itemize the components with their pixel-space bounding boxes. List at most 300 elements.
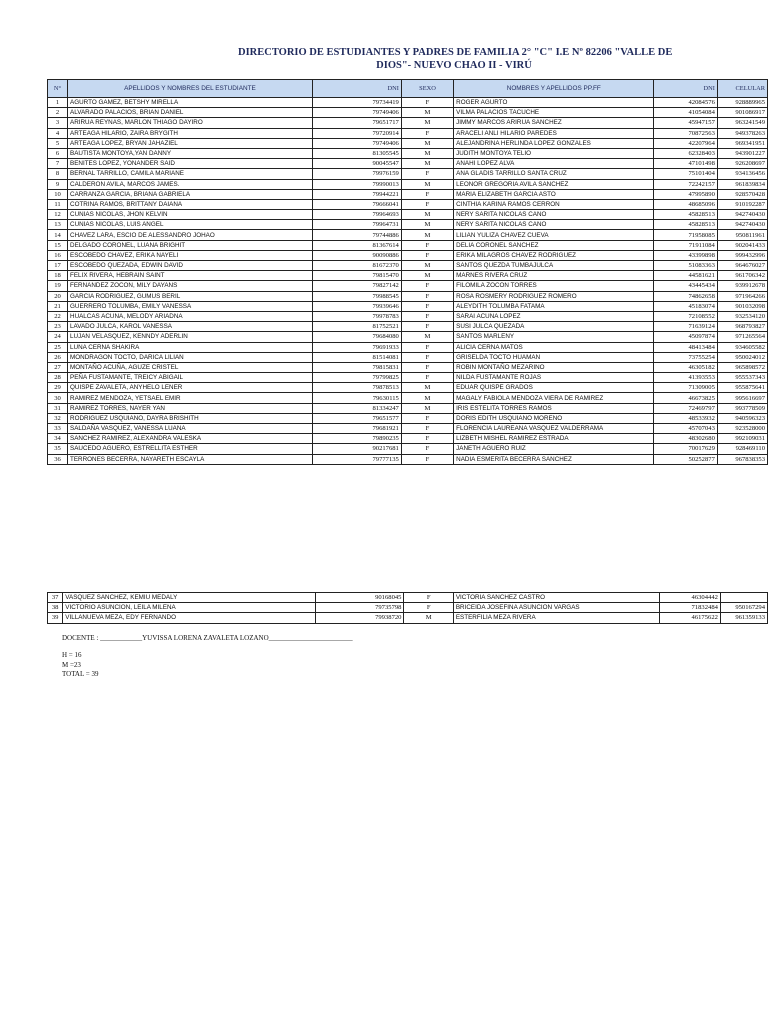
- parent-cellphone: 949378263: [717, 128, 767, 138]
- total-male: H = 16: [62, 651, 82, 659]
- row-number: 2: [48, 108, 68, 118]
- student-dni: 79964731: [312, 220, 401, 230]
- parent-dni: 41393553: [654, 373, 717, 383]
- student-name: AGURTO GAMEZ, BETSHY MIRELLA: [68, 98, 313, 108]
- student-sex: F: [401, 189, 453, 199]
- student-name: VILLANUEVA MEZA, EDY FERNANDO: [63, 613, 316, 623]
- row-number: 9: [48, 179, 68, 189]
- table-row: [48, 271, 768, 281]
- table-row: [48, 291, 768, 301]
- student-dni: 81334247: [312, 403, 401, 413]
- parent-name: ROGER AGURTO: [454, 98, 654, 108]
- student-sex: F: [401, 98, 453, 108]
- row-number: 11: [48, 199, 68, 209]
- student-dni: 81305545: [312, 148, 401, 158]
- parent-dni: 71309005: [654, 383, 717, 393]
- table-body: [48, 98, 768, 465]
- student-sex: F: [401, 444, 453, 454]
- student-name: ARIRUA REYNAS, MARLON THIAGO DAYIRO: [68, 118, 313, 128]
- parent-name: ESTERFILIA MEZA RIVERA: [453, 613, 659, 623]
- parent-dni: 47995890: [654, 189, 717, 199]
- student-name: LAVADO JULCA, KAROL VANESSA: [68, 322, 313, 332]
- student-sex: M: [404, 613, 453, 623]
- parent-cellphone: 910192287: [717, 199, 767, 209]
- table-row: [48, 98, 768, 108]
- student-name: GARCIA RODRIGUEZ, GUMUS BERIL: [68, 291, 313, 301]
- student-dni: 79990013: [312, 179, 401, 189]
- parent-dni: 46673825: [654, 393, 717, 403]
- total-female: M =23: [62, 660, 81, 669]
- header-parent-dni: DNI: [654, 80, 717, 98]
- row-number: 33: [48, 424, 68, 434]
- student-name: CALDERON AVILA, MARCOS JAMES.: [68, 179, 313, 189]
- row-number: 37: [48, 593, 63, 603]
- student-dni: 79749406: [312, 108, 401, 118]
- student-dni: 79691933: [312, 342, 401, 352]
- table-row: [48, 413, 768, 423]
- parent-dni: 45947157: [654, 118, 717, 128]
- parent-name: MARIA ELIZABETH GARCIA ASTO: [454, 189, 654, 199]
- student-sex: M: [401, 393, 453, 403]
- table-header-row: [48, 80, 768, 98]
- student-dni: 79964693: [312, 210, 401, 220]
- row-number: 1: [48, 98, 68, 108]
- table-row: [48, 613, 768, 623]
- student-dni: 79944221: [312, 189, 401, 199]
- parent-cellphone: 926208697: [717, 159, 767, 169]
- row-number: 36: [48, 454, 68, 464]
- parent-cellphone: 934605582: [717, 342, 767, 352]
- student-dni: 79651717: [312, 118, 401, 128]
- parent-dni: 75101404: [654, 169, 717, 179]
- parent-dni: 45097874: [654, 332, 717, 342]
- parent-cellphone: 939912678: [717, 281, 767, 291]
- table-row: [48, 383, 768, 393]
- student-name: ARTEAGA HILARIO, ZAIRA BRYGITH: [68, 128, 313, 138]
- student-sex: M: [401, 210, 453, 220]
- table-row: [48, 128, 768, 138]
- student-dni: 79827142: [312, 281, 401, 291]
- parent-dni: 48302680: [654, 434, 717, 444]
- row-number: 24: [48, 332, 68, 342]
- student-sex: M: [401, 179, 453, 189]
- parent-name: JANETH AGUERO RUIZ: [454, 444, 654, 454]
- parent-name: JUDITH MONTOYA TELIO: [454, 148, 654, 158]
- total-all: TOTAL = 39: [62, 670, 99, 678]
- parent-cellphone: 967838353: [717, 454, 767, 464]
- student-sex: F: [401, 281, 453, 291]
- student-sex: M: [401, 118, 453, 128]
- table-row: [48, 148, 768, 158]
- parent-dni: 72242157: [654, 179, 717, 189]
- student-sex: M: [401, 138, 453, 148]
- student-sex: F: [401, 454, 453, 464]
- student-dni: 79684080: [312, 332, 401, 342]
- parent-cellphone: 923528000: [717, 424, 767, 434]
- row-number: 3: [48, 118, 68, 128]
- row-number: 23: [48, 322, 68, 332]
- parent-dni: 73755254: [654, 352, 717, 362]
- student-name: RAMIREZ MENDOZA, YETSAEL EMIR: [68, 393, 313, 403]
- table-row: [48, 362, 768, 372]
- row-number: 26: [48, 352, 68, 362]
- parent-cellphone: 950167294: [720, 603, 767, 613]
- student-dni: 79878513: [312, 383, 401, 393]
- student-dni: 79815831: [312, 362, 401, 372]
- parent-cellphone: 940596323: [717, 413, 767, 423]
- row-number: 6: [48, 148, 68, 158]
- parent-cellphone: 934136456: [717, 169, 767, 179]
- parent-dni: 72108552: [654, 311, 717, 321]
- parent-name: NILDA FUSTAMANTE ROJAS: [454, 373, 654, 383]
- student-sex: F: [401, 250, 453, 260]
- student-sex: F: [401, 362, 453, 372]
- student-name: ESCOBEDO QUEZADA, EDWIN DAVID: [68, 261, 313, 271]
- parent-name: LIZBETH MISHEL RAMIREZ ESTRADA: [454, 434, 654, 444]
- row-number: 16: [48, 250, 68, 260]
- student-name: CHAVEZ LARA, ESCIO DE ALESSANDRO JOHAO: [68, 230, 313, 240]
- student-dni: 81672370: [312, 261, 401, 271]
- parent-cellphone: 969341951: [717, 138, 767, 148]
- student-name: VICTORIO ASUNCION, LEILA MILENA: [63, 603, 316, 613]
- parent-dni: 51083363: [654, 261, 717, 271]
- student-name: GUERRERO TOLUMBA, EMILY VANESSA: [68, 301, 313, 311]
- parent-cellphone: 955875641: [717, 383, 767, 393]
- row-number: 4: [48, 128, 68, 138]
- student-dni: 79666041: [312, 199, 401, 209]
- parent-name: SUSI JULCA QUEZADA: [454, 322, 654, 332]
- row-number: 7: [48, 159, 68, 169]
- row-number: 8: [48, 169, 68, 179]
- student-name: DELGADO CORONEL, LUANA BRIGHIT: [68, 240, 313, 250]
- table-row: [48, 210, 768, 220]
- parent-dni: 72469797: [654, 403, 717, 413]
- table-row: [48, 108, 768, 118]
- student-name: RODRIGUEZ USQUIANO, DAYRA BRISHITH: [68, 413, 313, 423]
- student-name: HUALCAS ACUNA, MELODY ARIADNA: [68, 311, 313, 321]
- header-cellphone: CELULAR: [717, 80, 767, 98]
- student-name: MONDRAGON TOCTO, DARICA LILIAN: [68, 352, 313, 362]
- parent-dni: 42207964: [654, 138, 717, 148]
- student-name: CUNIAS NICOLAS, LUIS ANGEL: [68, 220, 313, 230]
- parent-name: CINTHIA KARINA RAMOS CERRON: [454, 199, 654, 209]
- student-dni: 81367614: [312, 240, 401, 250]
- student-name: FELIX RIVERA, HEBRAIN SAINT: [68, 271, 313, 281]
- table-row: [48, 179, 768, 189]
- parent-dni: 41054084: [654, 108, 717, 118]
- parent-cellphone: 928889965: [717, 98, 767, 108]
- header-parent-name: NOMBRES Y APELLIDOS PP.FF: [454, 80, 654, 98]
- student-dni: 81514081: [312, 352, 401, 362]
- student-name: QUISPE ZAVALETA, ANYHELO LENER: [68, 383, 313, 393]
- row-number: 35: [48, 444, 68, 454]
- parent-cellphone: 971265564: [717, 332, 767, 342]
- student-sex: F: [401, 424, 453, 434]
- parent-dni: 46175622: [659, 613, 720, 623]
- student-sex: F: [401, 291, 453, 301]
- student-dni: 79976159: [312, 169, 401, 179]
- parent-name: ALICIA CERNA MATOS: [454, 342, 654, 352]
- parent-dni: 46305182: [654, 362, 717, 372]
- row-number: 29: [48, 383, 68, 393]
- student-name: ESCOBEDO CHAVEZ, ERIKA NAYELI: [68, 250, 313, 260]
- row-number: 21: [48, 301, 68, 311]
- title-line-2: DIOS"- NUEVO CHAO II - VIRÚ: [376, 60, 532, 71]
- parent-name: ROSA ROSMERY RODRIGUEZ ROMERO: [454, 291, 654, 301]
- header-number: N°: [48, 80, 68, 98]
- student-dni: 79988545: [312, 291, 401, 301]
- table-row: [48, 424, 768, 434]
- row-number: 39: [48, 613, 63, 623]
- table-row: [48, 138, 768, 148]
- parent-name: DORIS EDITH USQUIANO MORENO: [454, 413, 654, 423]
- row-number: 38: [48, 603, 63, 613]
- student-dni: 90090886: [312, 250, 401, 260]
- header-sex: SEXO: [401, 80, 453, 98]
- student-sex: F: [401, 413, 453, 423]
- teacher-line: DOCENTE : ____________YUVISSA LORENA ZAVALETA LOZANO________________________: [62, 634, 353, 642]
- parent-cellphone: 995616697: [717, 393, 767, 403]
- parent-name: EDUAR QUISPE GRADOS: [454, 383, 654, 393]
- student-name: LUNA CERNA SHAKIRA: [68, 342, 313, 352]
- student-name: MONTAÑO ACUÑA, AGUZE CRISTEL: [68, 362, 313, 372]
- parent-name: GRISELDA TOCTO HUAMAN: [454, 352, 654, 362]
- parent-cellphone: 942740430: [717, 220, 767, 230]
- row-number: 28: [48, 373, 68, 383]
- student-dni: 79630115: [312, 393, 401, 403]
- parent-dni: 70872563: [654, 128, 717, 138]
- table-row: [48, 240, 768, 250]
- parent-cellphone: 965898572: [717, 362, 767, 372]
- student-sex: M: [401, 230, 453, 240]
- table-row: [48, 322, 768, 332]
- row-number: 18: [48, 271, 68, 281]
- student-dni: 79734419: [312, 98, 401, 108]
- student-name: ALVARADO PALACIOS, BRIAN DANIEL: [68, 108, 313, 118]
- parent-dni: 71958085: [654, 230, 717, 240]
- student-dni: 79890235: [312, 434, 401, 444]
- parent-cellphone: 955537343: [717, 373, 767, 383]
- parent-name: FLORENCIA LAUREANA VASQUEZ VALDERRAMA: [454, 424, 654, 434]
- parent-name: SARAI ACUNA LOPEZ: [454, 311, 654, 321]
- parent-cellphone: 993778509: [717, 403, 767, 413]
- parent-cellphone: 902041433: [717, 240, 767, 250]
- student-dni: 79978783: [312, 311, 401, 321]
- parent-dni: 43399898: [654, 250, 717, 260]
- parent-cellphone: 968793827: [717, 322, 767, 332]
- student-name: TERRONES BECERRA, NAYARETH ESCAYLA: [68, 454, 313, 464]
- table-row: [48, 281, 768, 291]
- parent-dni: 48413484: [654, 342, 717, 352]
- additional-table-body: [48, 593, 768, 624]
- parent-dni: 45828513: [654, 210, 717, 220]
- table-row: [48, 199, 768, 209]
- table-row: [48, 393, 768, 403]
- student-dni: 79799825: [312, 373, 401, 383]
- table-row: [48, 169, 768, 179]
- student-sex: M: [401, 332, 453, 342]
- student-dni: 79939646: [312, 301, 401, 311]
- student-directory-table: [47, 79, 768, 465]
- row-number: 22: [48, 311, 68, 321]
- parent-cellphone: 950024012: [717, 352, 767, 362]
- table-row: [48, 261, 768, 271]
- row-number: 27: [48, 362, 68, 372]
- student-sex: F: [404, 603, 453, 613]
- parent-cellphone: 992109031: [717, 434, 767, 444]
- student-name: RAMIREZ TORRES, NAYER YAN: [68, 403, 313, 413]
- student-sex: F: [401, 199, 453, 209]
- parent-dni: 48685096: [654, 199, 717, 209]
- table-row: [48, 301, 768, 311]
- parent-name: VICTORIA SANCHEZ CASTRO: [453, 593, 659, 603]
- student-name: SANCHEZ RAMIREZ, ALEXANDRA VALESKA: [68, 434, 313, 444]
- parent-dni: 62328403: [654, 148, 717, 158]
- student-dni: 79651577: [312, 413, 401, 423]
- parent-dni: 71639124: [654, 322, 717, 332]
- parent-dni: 70017629: [654, 444, 717, 454]
- parent-dni: 44581621: [654, 271, 717, 281]
- student-dni: 90168045: [316, 593, 404, 603]
- parent-dni: 43445434: [654, 281, 717, 291]
- parent-dni: 45183074: [654, 301, 717, 311]
- table-row: [48, 454, 768, 464]
- table-row: [48, 352, 768, 362]
- parent-name: SANTOS MARLENY: [454, 332, 654, 342]
- document-title: [200, 46, 768, 72]
- student-name: ARTEAGA LOPEZ, BRYAN JAHAZIEL: [68, 138, 313, 148]
- parent-name: NADIA ESMERITA BECERRA SANCHEZ: [454, 454, 654, 464]
- student-dni: 79749406: [312, 138, 401, 148]
- parent-name: VILMA PALACIOS TACUCHE: [454, 108, 654, 118]
- row-number: 34: [48, 434, 68, 444]
- parent-dni: 50252877: [654, 454, 717, 464]
- row-number: 15: [48, 240, 68, 250]
- parent-name: ROBIN MONTAÑO MEZARINO: [454, 362, 654, 372]
- parent-cellphone: 999432996: [717, 250, 767, 260]
- parent-cellphone: 964676027: [717, 261, 767, 271]
- student-dni: 79938720: [316, 613, 404, 623]
- parent-name: LILIAN YULIZA CHAVEZ CUEVA: [454, 230, 654, 240]
- student-sex: M: [401, 220, 453, 230]
- row-number: 31: [48, 403, 68, 413]
- student-sex: M: [401, 383, 453, 393]
- student-dni: 90045547: [312, 159, 401, 169]
- student-sex: F: [401, 322, 453, 332]
- student-name: BERNAL TARRILLO, CAMILA MARIANE: [68, 169, 313, 179]
- table-row: [48, 373, 768, 383]
- student-dni: 79815470: [312, 271, 401, 281]
- table-row: [48, 332, 768, 342]
- additional-students-table: [47, 592, 768, 624]
- row-number: 19: [48, 281, 68, 291]
- parent-name: NERY SARITA NICOLAS CANO: [454, 210, 654, 220]
- student-name: BENITES LOPEZ, YONANDER SAID: [68, 159, 313, 169]
- student-name: FERNANDEZ ZOCON, MILY DAYANS: [68, 281, 313, 291]
- parent-name: ANAHI LOPEZ ALVA: [454, 159, 654, 169]
- table-row: [48, 250, 768, 260]
- parent-dni: 48533932: [654, 413, 717, 423]
- table-row: [48, 189, 768, 199]
- table-row: [48, 118, 768, 128]
- student-name: CARRANZA GARCIA, BRIANA GABRIELA: [68, 189, 313, 199]
- parent-dni: 71832484: [659, 603, 720, 613]
- student-name: VASQUEZ SANCHEZ, KEMIU MEDALY: [63, 593, 316, 603]
- student-dni: 79777135: [312, 454, 401, 464]
- parent-cellphone: 928570428: [717, 189, 767, 199]
- parent-name: MARNES RIVERA CRUZ: [454, 271, 654, 281]
- table-row: [48, 220, 768, 230]
- parent-name: MAGALY FABIOLA MENDOZA VIERA DE RAMIREZ: [454, 393, 654, 403]
- row-number: 13: [48, 220, 68, 230]
- parent-cellphone: 901032098: [717, 301, 767, 311]
- parent-name: DELIA CORONEL SANCHEZ: [454, 240, 654, 250]
- parent-name: FILOMILA ZOCON TORRES: [454, 281, 654, 291]
- parent-dni: 71911084: [654, 240, 717, 250]
- parent-name: ARACELI ANLI HILARIO PAREDES: [454, 128, 654, 138]
- student-name: PEÑA FUSTAMANTE, TREICY ABIGAIL: [68, 373, 313, 383]
- parent-name: ERIKA MILAGROS CHAVEZ RODRIGUEZ: [454, 250, 654, 260]
- student-sex: F: [401, 240, 453, 250]
- header-student-name: APELLIDOS Y NOMBRES DEL ESTUDIANTE: [68, 80, 313, 98]
- student-sex: F: [404, 593, 453, 603]
- parent-cellphone: 942740430: [717, 210, 767, 220]
- row-number: 20: [48, 291, 68, 301]
- student-sex: F: [401, 352, 453, 362]
- title-line-1: DIRECTORIO DE ESTUDIANTES Y PADRES DE FAMILIA 2° "C" I.E Nº 82206 "VALLE DE: [238, 47, 673, 58]
- table-row: [48, 403, 768, 413]
- student-sex: M: [401, 108, 453, 118]
- row-number: 32: [48, 413, 68, 423]
- parent-name: SANTOS QUEZDA TUMBAJULCA: [454, 261, 654, 271]
- table-row: [48, 342, 768, 352]
- table-row: [48, 434, 768, 444]
- parent-name: IRIS ESTELITA TORRES RAMOS: [454, 403, 654, 413]
- student-name: SAUCEDO AGUERO, ESTRELLITA ESTHER: [68, 444, 313, 454]
- parent-cellphone: 961706342: [717, 271, 767, 281]
- student-dni: 79735798: [316, 603, 404, 613]
- student-sex: M: [401, 148, 453, 158]
- student-sex: M: [401, 271, 453, 281]
- parent-cellphone: 932534120: [717, 311, 767, 321]
- header-student-dni: DNI: [312, 80, 401, 98]
- student-sex: F: [401, 169, 453, 179]
- parent-cellphone: 928469110: [717, 444, 767, 454]
- parent-cellphone: 961839834: [717, 179, 767, 189]
- student-sex: F: [401, 128, 453, 138]
- parent-name: LEONOR GREGORIA AVILA SANCHEZ: [454, 179, 654, 189]
- parent-dni: 42084576: [654, 98, 717, 108]
- student-name: LUJAN VELASQUEZ, KENNDY ADERLIN: [68, 332, 313, 342]
- parent-name: NERY SARITA NICOLAS CANO: [454, 220, 654, 230]
- student-sex: F: [401, 301, 453, 311]
- student-sex: M: [401, 261, 453, 271]
- student-sex: F: [401, 311, 453, 321]
- parent-name: BRICEIDA JOSEFINA ASUNCION VARGAS: [453, 603, 659, 613]
- table-row: [48, 230, 768, 240]
- student-name: BAUTISTA MONTOYA,YAN DANNY: [68, 148, 313, 158]
- table-row: [48, 311, 768, 321]
- row-number: 14: [48, 230, 68, 240]
- student-dni: 81752521: [312, 322, 401, 332]
- row-number: 30: [48, 393, 68, 403]
- student-name: COTRINA RAMOS, BRITTANY DAIANA: [68, 199, 313, 209]
- parent-cellphone: 961359133: [720, 613, 767, 623]
- table-row: [48, 603, 768, 613]
- parent-name: ALEYDITH TOLUMBA FATAMA: [454, 301, 654, 311]
- parent-dni: 45828513: [654, 220, 717, 230]
- student-sex: M: [401, 403, 453, 413]
